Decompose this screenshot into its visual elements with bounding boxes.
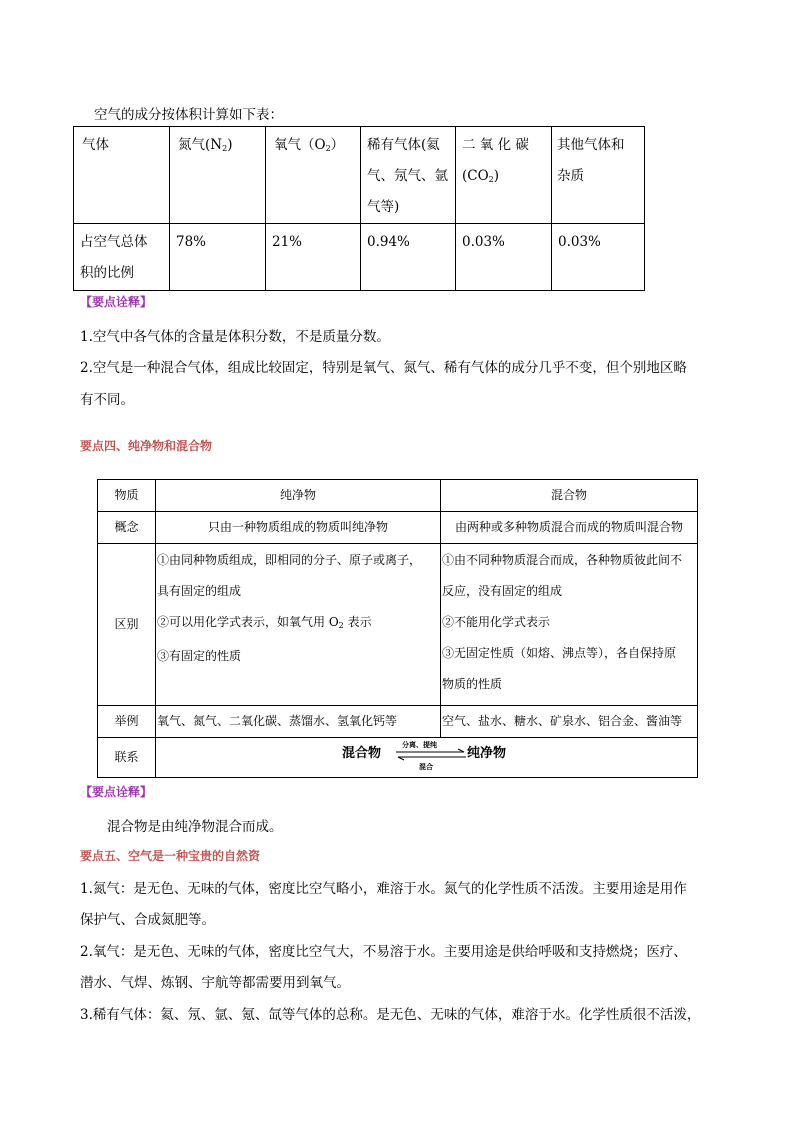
table-row [98, 512, 698, 544]
header-pure: 纯净物 [156, 480, 441, 512]
value-noble-gas: 0.94% [361, 224, 456, 291]
pure-vs-mixture-table [97, 479, 698, 778]
relation-diagram [156, 738, 697, 776]
oxygen-line2: 潜水、气焊、炼钢、宇航等都需要用到氧气。 [80, 975, 350, 991]
nitrogen-line1: 1.氮气：是无色、无味的气体，密度比空气略小，难溶于水。氮气的化学性质不活泼。主要用途是用作 [80, 881, 687, 897]
header-noble-gas: 稀有气体(氦 气、氖气、氩 气等) [361, 127, 456, 224]
header-mixture: 混合物 [441, 480, 698, 512]
key-note-p2-line2: 有不同。 [80, 392, 134, 408]
noble-gas-line1: 3.稀有气体：氦、氖、氩、氪、氙等气体的总称。是无色、无味的气体，难溶于水。化学性质很不活泼， [80, 1007, 701, 1023]
header-nitrogen: 氮气$(N_2)$ [170, 127, 266, 224]
difference-pure: ①由同种物质组成，即相同的分子、原子或离子， 具有固定的组成 ②可以用化学式表示，如氧气用 $O_2$ 表示 ③有固定的性质 [156, 544, 441, 706]
intro-text: 空气的成分按体积计算如下表： [94, 107, 283, 123]
header-substance: 物质 [98, 480, 156, 512]
value-other: 0.03% [552, 224, 645, 291]
concept-pure: 只由一种物质组成的物质叫纯净物 [156, 512, 441, 544]
header-gas: 气体 [74, 127, 170, 224]
concept-mixture: 由两种或多种物质混合而成的物质叫混合物 [441, 512, 698, 544]
table-row [98, 544, 698, 706]
value-oxygen: 21% [266, 224, 361, 291]
example-mixture: 空气、盐水、糖水、矿泉水、铝合金、酱油等 [441, 706, 698, 738]
relation-mixture: 混合物 [342, 746, 382, 761]
value-co2: 0.03% [456, 224, 552, 291]
oxygen-line1: 2.氧气：是无色、无味的气体，密度比空气大，不易溶于水。主要用途是供给呼吸和支持燃烧；医疗、 [80, 944, 687, 960]
table-row [74, 224, 645, 291]
nitrogen-line2: 保护气、合成氮肥等。 [80, 912, 215, 928]
example-label: 举例 [98, 706, 156, 738]
air-composition-table [73, 126, 645, 291]
difference-mixture: ①由不同种物质混合而成，各种物质彼此间不 反应，没有固定的组成 ②不能用化学式表示 ③无固定性质（如熔、沸点等），各自保持原 物质的性质 [441, 544, 698, 706]
row-label: 占空气总体 积的比例 [74, 224, 170, 291]
relation-pure: 纯净物 [467, 746, 507, 761]
relation-label: 联系 [98, 738, 156, 778]
example-pure: 氧气、氮气、二氧化碳、蒸馏水、氢氧化钙等 [156, 706, 441, 738]
key-note-p1: 1.空气中各气体的含量是体积分数，不是质量分数。 [80, 329, 390, 345]
table-row [98, 480, 698, 512]
header-co2: 二 氧 化 碳 $(CO_2)$ [456, 127, 552, 224]
relation-separate-label: 分离、提纯 [402, 741, 437, 749]
concept-label: 概念 [98, 512, 156, 544]
section-4-title: 要点四、纯净物和混合物 [80, 439, 213, 453]
header-oxygen: 氧气$(O_2)$ [266, 127, 361, 224]
header-other: 其他气体和 杂质 [552, 127, 645, 224]
key-note-p2-line1: 2.空气是一种混合气体，组成比较固定，特别是氧气、氮气、稀有气体的成分几乎不变，但个别地区略 [80, 360, 687, 376]
relation-cell [156, 738, 698, 778]
key-note-title: 【要点诠释】 [80, 295, 153, 309]
equilibrium-arrows-icon [394, 748, 468, 762]
section-5-title: 要点五、空气是一种宝贵的自然资 [80, 849, 261, 863]
key-note-2-p1: 混合物是由纯净物混合而成。 [107, 819, 283, 835]
value-nitrogen: 78% [170, 224, 266, 291]
table-row [74, 127, 645, 224]
key-note-2-title: 【要点诠释】 [80, 785, 153, 799]
table-row [98, 706, 698, 738]
relation-mix-label: 混合 [419, 763, 433, 771]
difference-label: 区别 [98, 544, 156, 706]
table-row [98, 738, 698, 778]
